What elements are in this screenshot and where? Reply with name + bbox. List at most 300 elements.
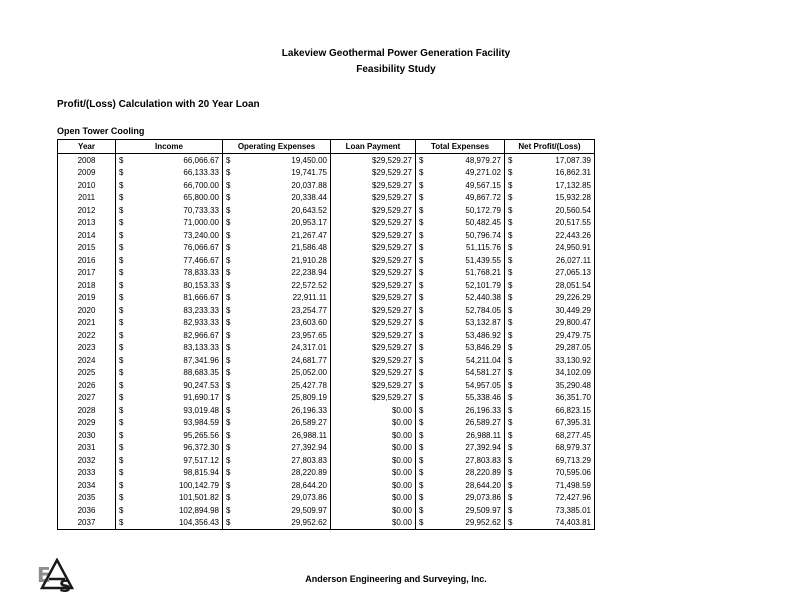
currency-symbol: $ <box>508 518 513 528</box>
amount-value: 26,988.11 <box>292 430 327 440</box>
operating-expenses-cell <box>223 329 331 342</box>
loan-payment-cell: $29,529.27 <box>331 329 416 342</box>
table-row <box>58 242 595 255</box>
currency-symbol: $ <box>508 218 513 228</box>
currency-symbol: $ <box>419 480 424 490</box>
year-cell: 2008 <box>58 154 116 167</box>
currency-symbol: $ <box>226 255 231 265</box>
currency-symbol: $ <box>508 318 513 328</box>
net-profit-loss-cell <box>505 454 595 467</box>
document-title-line1: Lakeview Geothermal Power Generation Facility <box>281 48 511 59</box>
amount-value: 30,449.29 <box>555 305 591 315</box>
amount-value: 29,226.29 <box>555 293 591 303</box>
table-row <box>58 279 595 292</box>
amount-value: 95,265.56 <box>183 430 219 440</box>
operating-expenses-cell <box>223 354 331 367</box>
year-cell: 2024 <box>58 354 116 367</box>
amount-value: 50,172.79 <box>465 205 501 215</box>
svg-text:S: S <box>59 577 72 594</box>
amount-value: 22,572.52 <box>291 280 327 290</box>
currency-symbol: $ <box>226 230 231 240</box>
amount-value: 52,440.38 <box>465 293 501 303</box>
currency-symbol: $ <box>226 443 231 453</box>
currency-symbol: $ <box>119 305 124 315</box>
currency-symbol: $ <box>419 343 424 353</box>
total-expenses-cell <box>416 204 505 217</box>
amount-value: 28,220.89 <box>465 468 501 478</box>
net-profit-loss-cell <box>505 392 595 405</box>
loan-payment-cell: $29,529.27 <box>331 167 416 180</box>
net-profit-loss-cell <box>505 517 595 530</box>
total-expenses-cell <box>416 317 505 330</box>
net-profit-loss-cell <box>505 167 595 180</box>
table-row <box>58 217 595 230</box>
currency-symbol: $ <box>508 380 513 390</box>
table-body <box>58 154 595 530</box>
total-expenses-cell <box>416 417 505 430</box>
year-cell: 2026 <box>58 379 116 392</box>
net-profit-loss-cell <box>505 492 595 505</box>
amount-value: 24,681.77 <box>291 355 327 365</box>
total-expenses-cell <box>416 267 505 280</box>
currency-symbol: $ <box>508 168 513 178</box>
amount-value: 25,427.78 <box>291 380 327 390</box>
total-expenses-cell <box>416 517 505 530</box>
net-profit-loss-cell <box>505 417 595 430</box>
currency-symbol: $ <box>508 393 513 403</box>
loan-payment-cell: $29,529.27 <box>331 192 416 205</box>
net-profit-loss-cell <box>505 229 595 242</box>
net-profit-loss-cell <box>505 442 595 455</box>
net-profit-loss-cell <box>505 379 595 392</box>
income-cell <box>116 354 223 367</box>
amount-value: 25,809.19 <box>291 393 327 403</box>
currency-symbol: $ <box>508 230 513 240</box>
amount-value: 96,372.30 <box>183 443 219 453</box>
currency-symbol: $ <box>226 468 231 478</box>
currency-symbol: $ <box>119 280 124 290</box>
year-cell: 2010 <box>58 179 116 192</box>
amount-value: 68,277.45 <box>555 430 591 440</box>
amount-value: 49,867.72 <box>465 193 501 203</box>
income-cell <box>116 392 223 405</box>
net-profit-loss-cell <box>505 467 595 480</box>
currency-symbol: $ <box>419 405 424 415</box>
currency-symbol: $ <box>226 155 231 165</box>
currency-symbol: $ <box>508 305 513 315</box>
table-row <box>58 354 595 367</box>
operating-expenses-cell <box>223 317 331 330</box>
table-row <box>58 517 595 530</box>
year-cell: 2028 <box>58 404 116 417</box>
currency-symbol: $ <box>508 155 513 165</box>
year-cell: 2022 <box>58 329 116 342</box>
currency-symbol: $ <box>119 355 124 365</box>
currency-symbol: $ <box>226 205 231 215</box>
operating-expenses-cell <box>223 267 331 280</box>
currency-symbol: $ <box>508 418 513 428</box>
income-cell <box>116 479 223 492</box>
amount-value: 66,700.00 <box>183 180 219 190</box>
net-profit-loss-cell <box>505 254 595 267</box>
currency-symbol: $ <box>419 330 424 340</box>
loan-payment-cell: $0.00 <box>331 417 416 430</box>
amount-value: 83,233.33 <box>183 305 219 315</box>
currency-symbol: $ <box>419 318 424 328</box>
operating-expenses-cell <box>223 442 331 455</box>
amount-value: 68,979.37 <box>555 443 591 453</box>
currency-symbol: $ <box>419 218 424 228</box>
net-profit-loss-cell <box>505 267 595 280</box>
amount-value: 104,356.43 <box>178 518 219 528</box>
currency-symbol: $ <box>508 468 513 478</box>
table-row <box>58 317 595 330</box>
currency-symbol: $ <box>119 393 124 403</box>
year-cell: 2032 <box>58 454 116 467</box>
operating-expenses-cell <box>223 417 331 430</box>
amount-value: 73,385.01 <box>555 505 591 515</box>
net-profit-loss-cell <box>505 292 595 305</box>
amount-value: 16,862.31 <box>555 168 591 178</box>
amount-value: 51,115.76 <box>466 243 501 253</box>
currency-symbol: $ <box>119 480 124 490</box>
amount-value: 28,644.20 <box>291 480 327 490</box>
operating-expenses-cell <box>223 454 331 467</box>
loan-payment-cell: $0.00 <box>331 492 416 505</box>
table-row <box>58 167 595 180</box>
currency-symbol: $ <box>226 305 231 315</box>
column-header-4: Total Expenses <box>416 140 505 154</box>
loan-payment-cell: $29,529.27 <box>331 179 416 192</box>
loan-payment-cell: $29,529.27 <box>331 379 416 392</box>
currency-symbol: $ <box>119 343 124 353</box>
amount-value: 49,567.15 <box>465 180 501 190</box>
total-expenses-cell <box>416 442 505 455</box>
table-header-row <box>58 140 595 154</box>
income-cell <box>116 404 223 417</box>
amount-value: 29,287.05 <box>555 343 591 353</box>
amount-value: 87,341.96 <box>183 355 219 365</box>
amount-value: 76,066.67 <box>183 243 219 253</box>
loan-payment-cell: $29,529.27 <box>331 267 416 280</box>
amount-value: 21,586.48 <box>291 243 327 253</box>
currency-symbol: $ <box>419 155 424 165</box>
amount-value: 54,211.04 <box>466 355 501 365</box>
currency-symbol: $ <box>226 455 231 465</box>
amount-value: 28,220.89 <box>291 468 327 478</box>
total-expenses-cell <box>416 179 505 192</box>
currency-symbol: $ <box>508 480 513 490</box>
amount-value: 20,338.44 <box>291 193 327 203</box>
currency-symbol: $ <box>419 255 424 265</box>
amount-value: 33,130.92 <box>555 355 591 365</box>
income-cell <box>116 192 223 205</box>
currency-symbol: $ <box>119 443 124 453</box>
amount-value: 27,803.83 <box>291 455 327 465</box>
amount-value: 20,643.52 <box>291 205 327 215</box>
amount-value: 29,073.86 <box>465 493 501 503</box>
currency-symbol: $ <box>119 180 124 190</box>
currency-symbol: $ <box>119 255 124 265</box>
amount-value: 29,509.97 <box>291 505 327 515</box>
net-profit-loss-cell <box>505 479 595 492</box>
loan-payment-cell: $29,529.27 <box>331 229 416 242</box>
year-cell: 2033 <box>58 467 116 480</box>
currency-symbol: $ <box>119 455 124 465</box>
profit-loss-table <box>57 139 595 530</box>
table-row <box>58 154 595 167</box>
amount-value: 48,979.27 <box>465 155 501 165</box>
currency-symbol: $ <box>119 268 124 278</box>
year-cell: 2012 <box>58 204 116 217</box>
currency-symbol: $ <box>508 455 513 465</box>
document-title <box>0 46 792 78</box>
loan-payment-cell: $0.00 <box>331 404 416 417</box>
amount-value: 97,517.12 <box>183 455 219 465</box>
currency-symbol: $ <box>419 280 424 290</box>
net-profit-loss-cell <box>505 504 595 517</box>
table-row <box>58 367 595 380</box>
currency-symbol: $ <box>119 505 124 515</box>
amount-value: 23,957.65 <box>291 330 327 340</box>
income-cell <box>116 429 223 442</box>
amount-value: 21,267.47 <box>291 230 327 240</box>
currency-symbol: $ <box>119 330 124 340</box>
loan-payment-cell: $29,529.27 <box>331 367 416 380</box>
income-cell <box>116 292 223 305</box>
currency-symbol: $ <box>226 505 231 515</box>
operating-expenses-cell <box>223 242 331 255</box>
currency-symbol: $ <box>508 180 513 190</box>
net-profit-loss-cell <box>505 404 595 417</box>
year-cell: 2023 <box>58 342 116 355</box>
document-title-line2: Feasibility Study <box>356 64 436 75</box>
total-expenses-cell <box>416 479 505 492</box>
income-cell <box>116 342 223 355</box>
currency-symbol: $ <box>226 405 231 415</box>
table-row <box>58 342 595 355</box>
total-expenses-cell <box>416 404 505 417</box>
currency-symbol: $ <box>508 243 513 253</box>
income-cell <box>116 179 223 192</box>
year-cell: 2020 <box>58 304 116 317</box>
amount-value: 26,988.11 <box>466 430 501 440</box>
currency-symbol: $ <box>419 268 424 278</box>
year-cell: 2011 <box>58 192 116 205</box>
total-expenses-cell <box>416 167 505 180</box>
net-profit-loss-cell <box>505 429 595 442</box>
year-cell: 2021 <box>58 317 116 330</box>
table-row <box>58 179 595 192</box>
amount-value: 52,101.79 <box>465 280 501 290</box>
income-cell <box>116 317 223 330</box>
section-title: Profit/(Loss) Calculation with 20 Year Loan <box>57 99 260 110</box>
currency-symbol: $ <box>119 205 124 215</box>
income-cell <box>116 279 223 292</box>
income-cell <box>116 167 223 180</box>
footer-company-name: Anderson Engineering and Surveying, Inc. <box>305 574 487 584</box>
amount-value: 71,498.59 <box>555 480 591 490</box>
currency-symbol: $ <box>419 168 424 178</box>
operating-expenses-cell <box>223 179 331 192</box>
table-row <box>58 504 595 517</box>
income-cell <box>116 492 223 505</box>
currency-symbol: $ <box>226 355 231 365</box>
net-profit-loss-cell <box>505 304 595 317</box>
currency-symbol: $ <box>226 280 231 290</box>
amount-value: 24,950.91 <box>555 243 591 253</box>
total-expenses-cell <box>416 392 505 405</box>
table-row <box>58 454 595 467</box>
currency-symbol: $ <box>119 493 124 503</box>
amount-value: 65,800.00 <box>183 193 219 203</box>
currency-symbol: $ <box>226 430 231 440</box>
currency-symbol: $ <box>119 380 124 390</box>
operating-expenses-cell <box>223 342 331 355</box>
operating-expenses-cell <box>223 279 331 292</box>
table-row <box>58 204 595 217</box>
amount-value: 51,768.21 <box>465 268 501 278</box>
amount-value: 15,932.28 <box>555 193 591 203</box>
amount-value: 34,102.09 <box>555 368 591 378</box>
operating-expenses-cell <box>223 492 331 505</box>
operating-expenses-cell <box>223 404 331 417</box>
loan-payment-cell: $29,529.27 <box>331 204 416 217</box>
total-expenses-cell <box>416 429 505 442</box>
currency-symbol: $ <box>419 180 424 190</box>
year-cell: 2014 <box>58 229 116 242</box>
currency-symbol: $ <box>419 243 424 253</box>
amount-value: 29,509.97 <box>465 505 501 515</box>
total-expenses-cell <box>416 192 505 205</box>
amount-value: 17,132.85 <box>555 180 591 190</box>
amount-value: 98,815.94 <box>183 468 219 478</box>
amount-value: 26,196.33 <box>465 405 501 415</box>
loan-payment-cell: $29,529.27 <box>331 217 416 230</box>
amount-value: 19,450.00 <box>291 155 327 165</box>
income-cell <box>116 154 223 167</box>
currency-symbol: $ <box>226 368 231 378</box>
currency-symbol: $ <box>226 318 231 328</box>
loan-payment-cell: $0.00 <box>331 454 416 467</box>
income-cell <box>116 517 223 530</box>
currency-symbol: $ <box>508 268 513 278</box>
currency-symbol: $ <box>119 518 124 528</box>
currency-symbol: $ <box>508 493 513 503</box>
amount-value: 29,952.62 <box>291 518 327 528</box>
svg-text:E: E <box>37 563 51 587</box>
amount-value: 27,065.13 <box>555 268 591 278</box>
amount-value: 49,271.02 <box>465 168 501 178</box>
currency-symbol: $ <box>508 293 513 303</box>
currency-symbol: $ <box>119 430 124 440</box>
currency-symbol: $ <box>419 193 424 203</box>
income-cell <box>116 217 223 230</box>
net-profit-loss-cell <box>505 329 595 342</box>
table-row <box>58 417 595 430</box>
total-expenses-cell <box>416 379 505 392</box>
currency-symbol: $ <box>119 230 124 240</box>
table-row <box>58 267 595 280</box>
amount-value: 29,952.62 <box>465 518 501 528</box>
currency-symbol: $ <box>226 193 231 203</box>
table-row <box>58 442 595 455</box>
amount-value: 35,290.48 <box>555 380 591 390</box>
table-row <box>58 329 595 342</box>
currency-symbol: $ <box>508 205 513 215</box>
amount-value: 53,846.29 <box>465 343 501 353</box>
net-profit-loss-cell <box>505 154 595 167</box>
currency-symbol: $ <box>419 455 424 465</box>
currency-symbol: $ <box>419 518 424 528</box>
income-cell <box>116 467 223 480</box>
amount-value: 27,803.83 <box>465 455 501 465</box>
amount-value: 51,439.55 <box>465 255 501 265</box>
currency-symbol: $ <box>419 293 424 303</box>
amount-value: 101,501.82 <box>178 493 219 503</box>
loan-payment-cell: $29,529.27 <box>331 354 416 367</box>
currency-symbol: $ <box>508 280 513 290</box>
currency-symbol: $ <box>419 443 424 453</box>
operating-expenses-cell <box>223 504 331 517</box>
income-cell <box>116 442 223 455</box>
amount-value: 28,644.20 <box>465 480 501 490</box>
loan-payment-cell: $29,529.27 <box>331 242 416 255</box>
loan-payment-cell: $0.00 <box>331 479 416 492</box>
operating-expenses-cell <box>223 517 331 530</box>
amount-value: 91,690.17 <box>183 393 219 403</box>
year-cell: 2013 <box>58 217 116 230</box>
table-row <box>58 229 595 242</box>
year-cell: 2017 <box>58 267 116 280</box>
total-expenses-cell <box>416 492 505 505</box>
currency-symbol: $ <box>226 480 231 490</box>
year-cell: 2015 <box>58 242 116 255</box>
amount-value: 69,713.29 <box>555 455 591 465</box>
total-expenses-cell <box>416 342 505 355</box>
income-cell <box>116 304 223 317</box>
net-profit-loss-cell <box>505 317 595 330</box>
year-cell: 2030 <box>58 429 116 442</box>
amount-value: 72,427.96 <box>555 493 591 503</box>
year-cell: 2034 <box>58 479 116 492</box>
income-cell <box>116 229 223 242</box>
table-row <box>58 429 595 442</box>
amount-value: 80,153.33 <box>183 280 219 290</box>
operating-expenses-cell <box>223 292 331 305</box>
currency-symbol: $ <box>419 305 424 315</box>
amount-value: 82,966.67 <box>183 330 219 340</box>
column-header-2: Operating Expenses <box>223 140 331 154</box>
year-cell: 2009 <box>58 167 116 180</box>
currency-symbol: $ <box>508 368 513 378</box>
currency-symbol: $ <box>226 243 231 253</box>
amount-value: 67,395.31 <box>555 418 591 428</box>
operating-expenses-cell <box>223 392 331 405</box>
column-header-0: Year <box>58 140 116 154</box>
loan-payment-cell: $29,529.27 <box>331 154 416 167</box>
currency-symbol: $ <box>419 418 424 428</box>
amount-value: 19,741.75 <box>291 168 327 178</box>
amount-value: 24,317.01 <box>291 343 327 353</box>
loan-payment-cell: $29,529.27 <box>331 279 416 292</box>
total-expenses-cell <box>416 304 505 317</box>
operating-expenses-cell <box>223 204 331 217</box>
amount-value: 66,823.15 <box>555 405 591 415</box>
operating-expenses-cell <box>223 229 331 242</box>
currency-symbol: $ <box>119 293 124 303</box>
operating-expenses-cell <box>223 154 331 167</box>
